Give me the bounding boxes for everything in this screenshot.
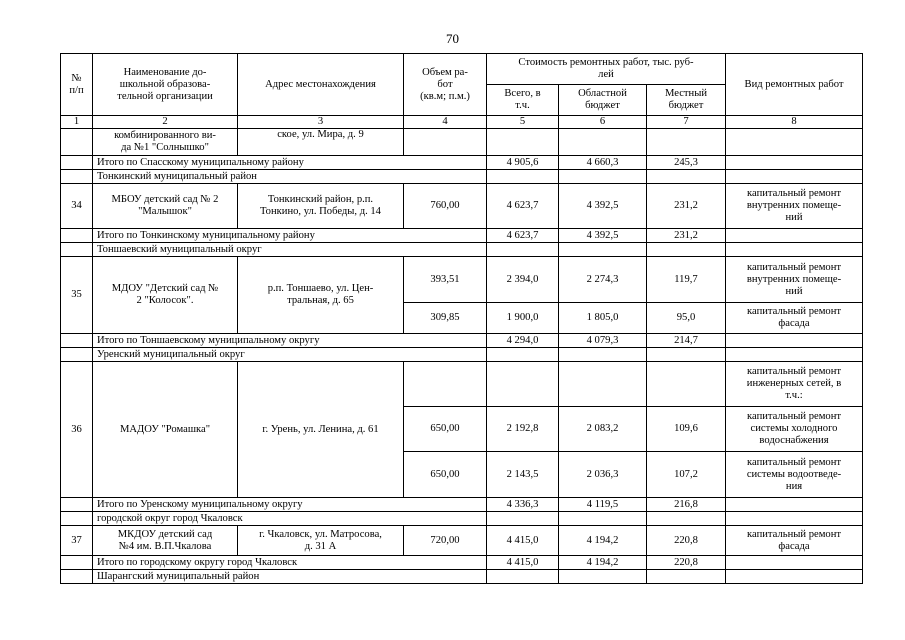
subtotal-label: Итого по городскому округу город Чкаловск <box>93 556 487 570</box>
local-value: 245,3 <box>647 156 726 170</box>
district-label: Тонкинский муниципальный район <box>93 170 487 184</box>
row-number: 37 <box>61 526 93 556</box>
org-address: г. Чкаловск, ул. Матросова, д. 31 А <box>238 526 404 556</box>
district-label: городской округ город Чкаловск <box>93 512 487 526</box>
work-type: капитальный ремонт фасада <box>726 303 863 334</box>
regional-value: 4 079,3 <box>559 334 647 348</box>
org-name: МБОУ детский сад № 2 "Малышок" <box>93 184 238 229</box>
row-number: 35 <box>61 257 93 334</box>
regional-value: 4 392,5 <box>559 184 647 229</box>
header-n: № п/п <box>61 54 93 116</box>
org-name: МКДОУ детский сад №4 им. В.П.Чкалова <box>93 526 238 556</box>
volume-value: 720,00 <box>404 526 487 556</box>
col-number: 4 <box>404 116 487 129</box>
org-address: р.п. Тоншаево, ул. Цен- тральная, д. 65 <box>238 257 404 334</box>
work-type: капитальный ремонт фасада <box>726 526 863 556</box>
table-row <box>61 184 863 229</box>
regional-value: 2 036,3 <box>559 452 647 498</box>
header-name: Наименование до- школьной образова- тельной организации <box>93 54 238 116</box>
table-row <box>61 526 863 556</box>
header-regional: Областной бюджет <box>559 85 647 116</box>
org-address: г. Урень, ул. Ленина, д. 61 <box>238 362 404 498</box>
header-work-type: Вид ремонтных работ <box>726 54 863 116</box>
subtotal-label: Итого по Тонкинскому муниципальному району <box>93 229 487 243</box>
header-address: Адрес местонахождения <box>238 54 404 116</box>
work-type: капитальный ремонт системы холодного водоснабжения <box>726 407 863 452</box>
regional-value: 2 083,2 <box>559 407 647 452</box>
repair-works-table <box>60 53 863 584</box>
total-value: 4 905,6 <box>487 156 559 170</box>
work-type: капитальный ремонт системы водоотведе- ния <box>726 452 863 498</box>
local-value: 220,8 <box>647 556 726 570</box>
district-row <box>61 570 863 584</box>
org-address: Тонкинский район, р.п. Тонкино, ул. Победы, д. 14 <box>238 184 404 229</box>
org-address: ское, ул. Мира, д. 9 <box>238 129 404 156</box>
subtotal-label: Итого по Тоншаевскому муниципальному округу <box>93 334 487 348</box>
volume-value: 760,00 <box>404 184 487 229</box>
regional-value: 4 660,3 <box>559 156 647 170</box>
total-value: 1 900,0 <box>487 303 559 334</box>
page-number: 70 <box>446 31 459 46</box>
regional-value: 4 194,2 <box>559 526 647 556</box>
volume-value: 393,51 <box>404 257 487 303</box>
local-value: 220,8 <box>647 526 726 556</box>
subtotal-row <box>61 498 863 512</box>
work-type: капитальный ремонт внутренних помеще- ний <box>726 184 863 229</box>
district-row <box>61 243 863 257</box>
total-value: 4 623,7 <box>487 184 559 229</box>
subtotal-label: Итого по Уренскому муниципальному округу <box>93 498 487 512</box>
district-row <box>61 348 863 362</box>
subtotal-row <box>61 229 863 243</box>
local-value: 216,8 <box>647 498 726 512</box>
subtotal-row <box>61 556 863 570</box>
local-value: 231,2 <box>647 229 726 243</box>
district-row <box>61 512 863 526</box>
row-number: 36 <box>61 362 93 498</box>
org-name: комбинированного ви- да №1 "Солнышко" <box>93 129 238 156</box>
header-local: Местный бюджет <box>647 85 726 116</box>
org-name: МДОУ "Детский сад № 2 "Колосок". <box>93 257 238 334</box>
total-value: 4 623,7 <box>487 229 559 243</box>
subtotal-label: Итого по Спасскому муниципальному району <box>93 156 487 170</box>
regional-value: 2 274,3 <box>559 257 647 303</box>
table-row <box>61 362 863 407</box>
district-label: Тоншаевский муниципальный округ <box>93 243 487 257</box>
volume-value: 309,85 <box>404 303 487 334</box>
col-number: 8 <box>726 116 863 129</box>
local-value: 119,7 <box>647 257 726 303</box>
org-name: МАДОУ "Ромашка" <box>93 362 238 498</box>
total-value: 4 415,0 <box>487 526 559 556</box>
work-type: капитальный ремонт инженерных сетей, в т.ч.: <box>726 362 863 407</box>
col-number: 1 <box>61 116 93 129</box>
district-label: Шарангский муниципальный район <box>93 570 487 584</box>
row-number: 34 <box>61 184 93 229</box>
total-value: 2 394,0 <box>487 257 559 303</box>
work-type: капитальный ремонт внутренних помеще- ний <box>726 257 863 303</box>
table-row <box>61 257 863 303</box>
district-row <box>61 170 863 184</box>
subtotal-row <box>61 156 863 170</box>
table-row <box>61 129 863 156</box>
district-label: Уренский муниципальный округ <box>93 348 487 362</box>
regional-value: 1 805,0 <box>559 303 647 334</box>
header-volume: Объем ра- бот (кв.м; п.м.) <box>404 54 487 116</box>
volume-value: 650,00 <box>404 407 487 452</box>
col-number: 6 <box>559 116 647 129</box>
total-value: 2 143,5 <box>487 452 559 498</box>
local-value: 107,2 <box>647 452 726 498</box>
header-cost: Стоимость ремонтных работ, тыс. руб- лей <box>487 54 726 85</box>
local-value: 214,7 <box>647 334 726 348</box>
col-number: 3 <box>238 116 404 129</box>
regional-value: 4 119,5 <box>559 498 647 512</box>
total-value: 2 192,8 <box>487 407 559 452</box>
regional-value: 4 392,5 <box>559 229 647 243</box>
col-number: 5 <box>487 116 559 129</box>
total-value: 4 336,3 <box>487 498 559 512</box>
volume-value: 650,00 <box>404 452 487 498</box>
column-number-row <box>61 116 863 129</box>
local-value: 109,6 <box>647 407 726 452</box>
subtotal-row <box>61 334 863 348</box>
total-value: 4 294,0 <box>487 334 559 348</box>
local-value: 95,0 <box>647 303 726 334</box>
header-total: Всего, в т.ч. <box>487 85 559 116</box>
local-value: 231,2 <box>647 184 726 229</box>
col-number: 7 <box>647 116 726 129</box>
total-value: 4 415,0 <box>487 556 559 570</box>
col-number: 2 <box>93 116 238 129</box>
regional-value: 4 194,2 <box>559 556 647 570</box>
